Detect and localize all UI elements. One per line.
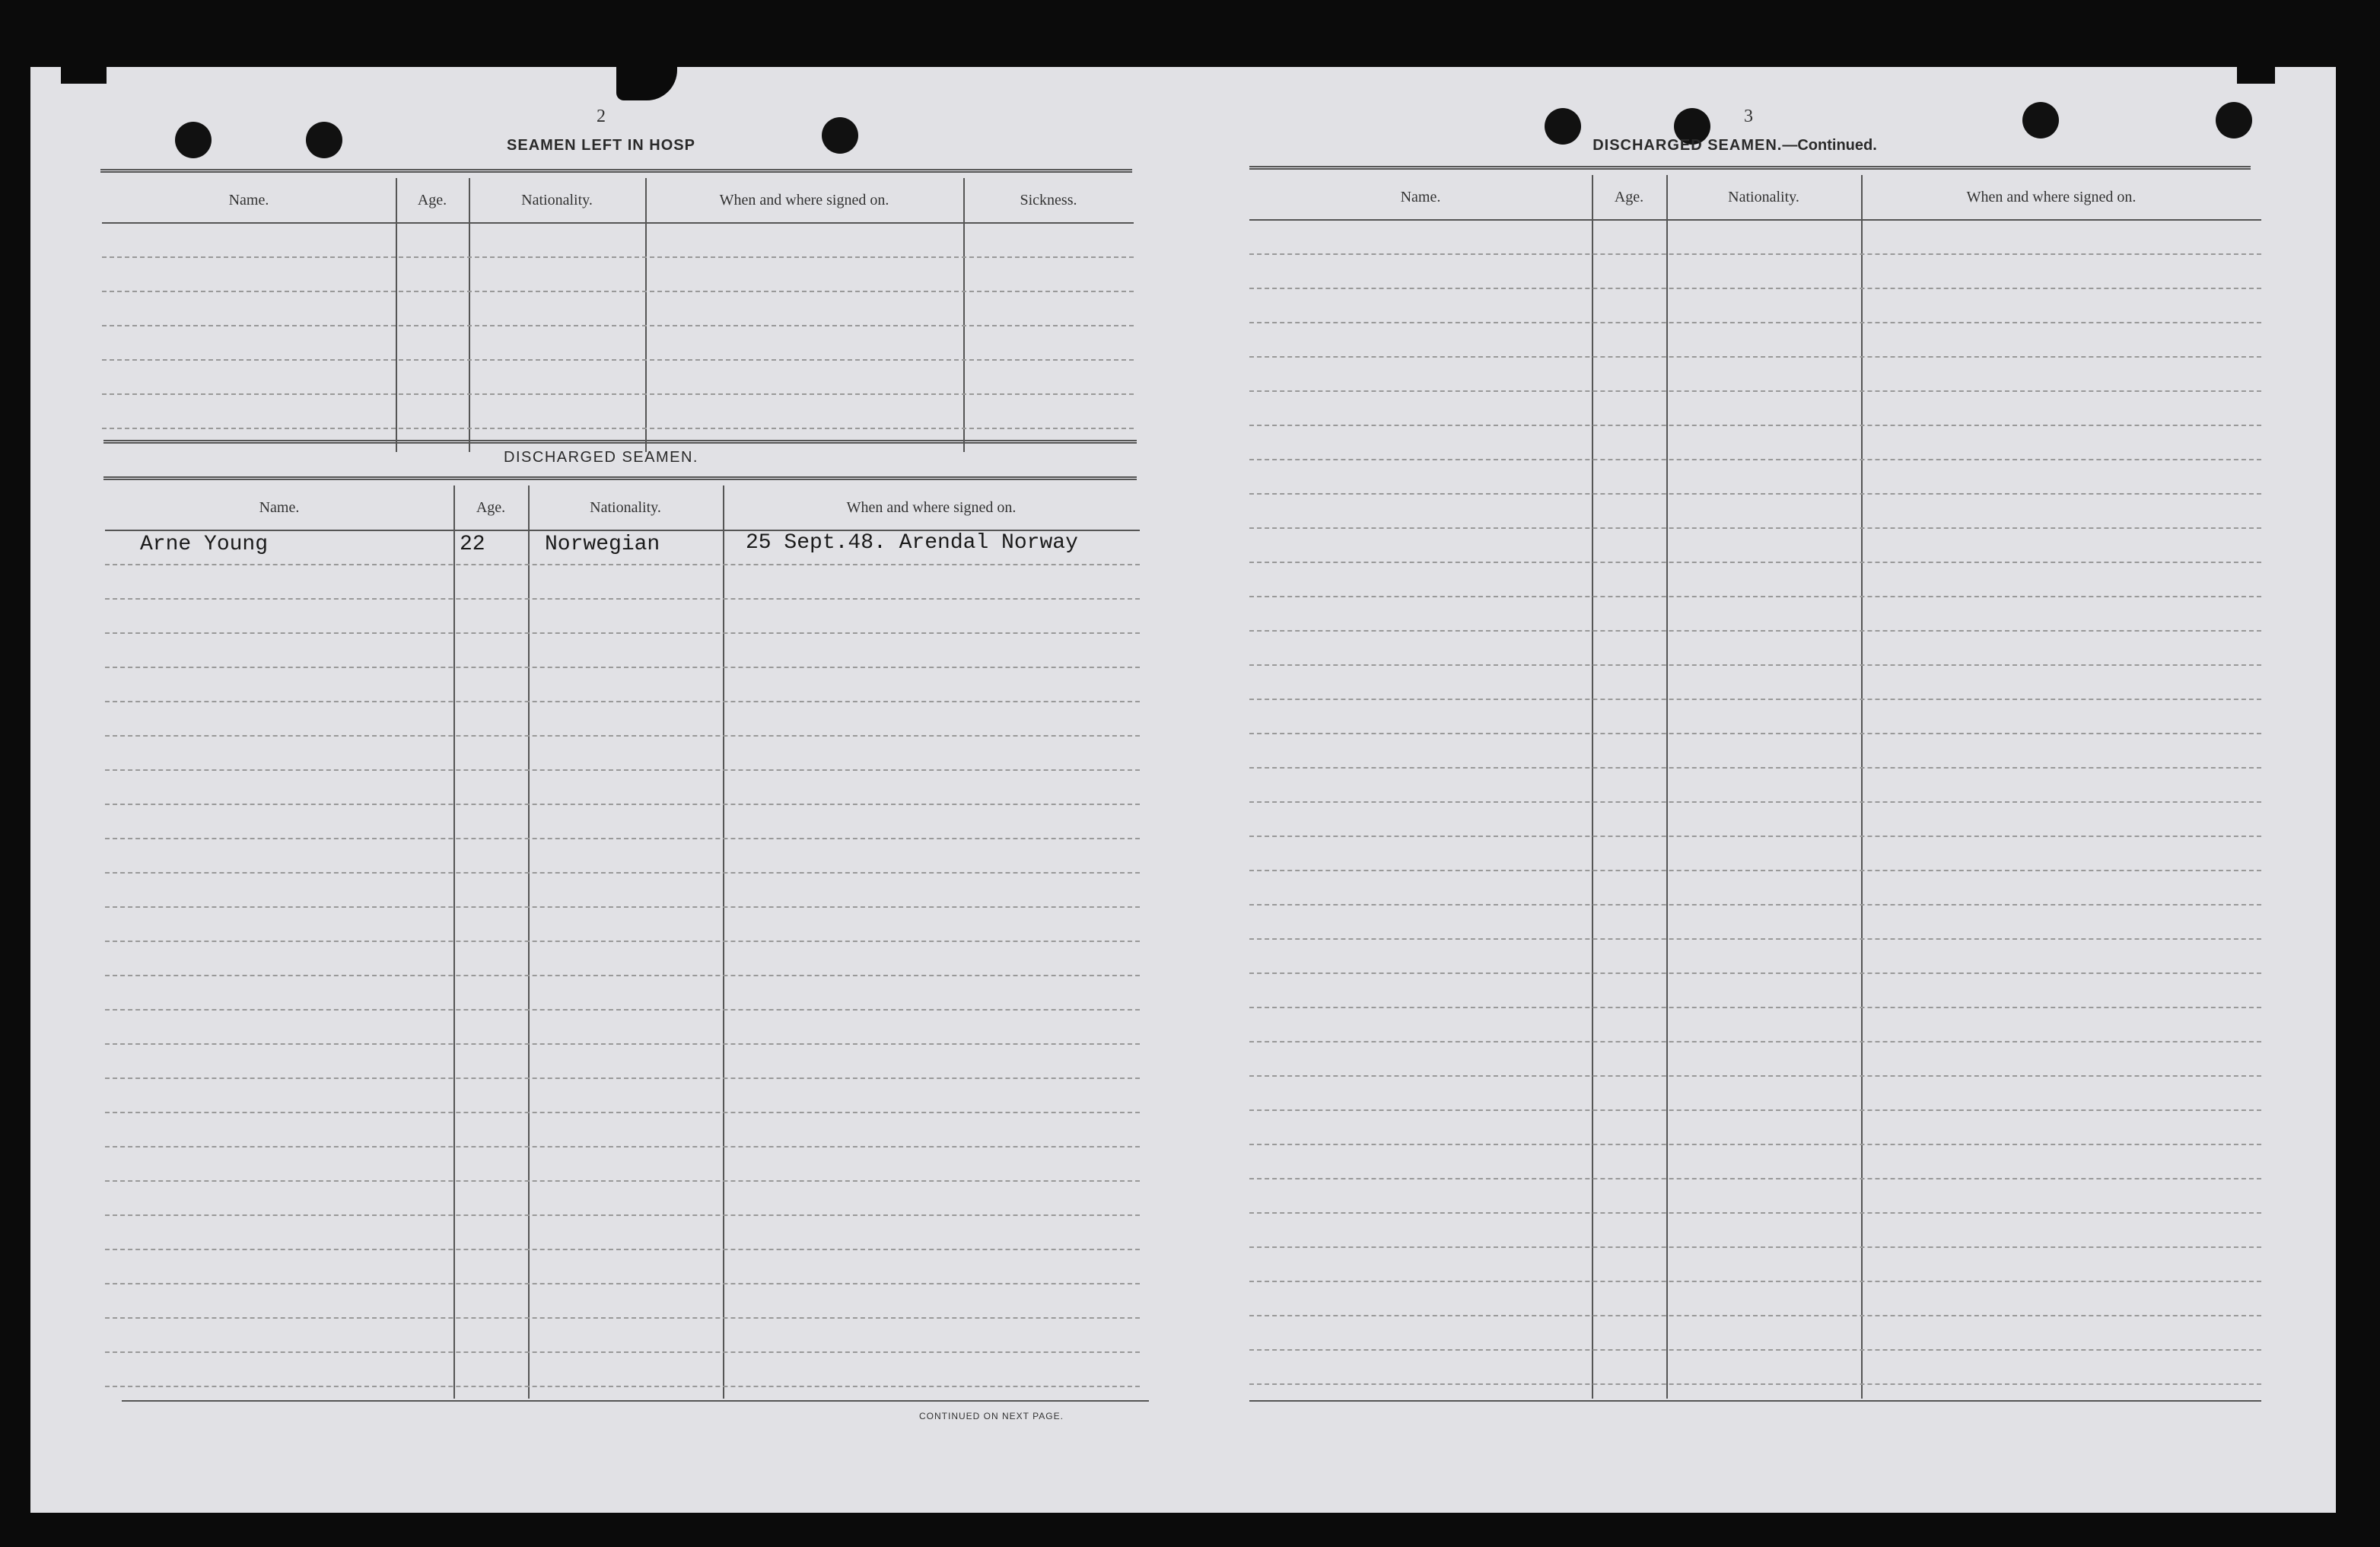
column-header-nationality: Nationality. <box>590 499 661 516</box>
discharged-table <box>105 485 1140 1399</box>
table-row <box>105 1214 1140 1250</box>
table-row <box>102 256 1134 292</box>
entry-signed-on: 25 Sept.48. Arendal Norway <box>746 531 1078 555</box>
table-row <box>102 291 1134 326</box>
table-row <box>105 906 1140 942</box>
table-row <box>1249 1007 2261 1042</box>
table-row <box>105 1009 1140 1045</box>
column-header-nationality: Nationality. <box>1728 189 1799 205</box>
table-row <box>1249 870 2261 906</box>
table-row <box>105 1077 1140 1113</box>
column-header-signed-on: When and where signed on. <box>719 192 889 208</box>
table-row <box>105 1351 1140 1387</box>
entry-age: 22 <box>460 533 485 556</box>
table-row <box>105 872 1140 908</box>
section-rule <box>103 440 1137 444</box>
table-row <box>102 325 1134 361</box>
table-row <box>1249 596 2261 632</box>
torn-edge <box>2237 67 2275 84</box>
title-text: DISCHARGED SEAMEN. <box>1592 137 1783 154</box>
column-header-name: Name. <box>1400 189 1441 205</box>
column-header-name: Name. <box>228 192 269 208</box>
column-header-age: Age. <box>1614 189 1644 205</box>
table-row <box>1249 1246 2261 1282</box>
entry-name: Arne Young <box>140 533 269 556</box>
punch-hole <box>822 117 858 154</box>
table-row <box>1249 493 2261 529</box>
table-row <box>105 804 1140 839</box>
discharged-continued-title <box>1537 137 1933 154</box>
table-row <box>105 1180 1140 1216</box>
table-row <box>1249 1144 2261 1179</box>
table-row <box>1249 527 2261 563</box>
table-row <box>1249 1178 2261 1214</box>
right-page <box>1202 67 2336 1513</box>
table-row <box>1249 425 2261 460</box>
table-row <box>1249 219 2261 255</box>
header-rule <box>100 169 1132 173</box>
table-row <box>1249 836 2261 871</box>
continued-note: CONTINUED ON NEXT PAGE. <box>919 1411 1064 1421</box>
table-row <box>1249 972 2261 1008</box>
table-row <box>1249 1315 2261 1351</box>
discharged-section-title: DISCHARGED SEAMEN. <box>504 449 698 466</box>
torn-edge <box>61 67 107 84</box>
table-row <box>105 564 1140 600</box>
table-row <box>105 632 1140 668</box>
column-header-name: Name. <box>259 499 300 516</box>
table-row <box>102 393 1134 429</box>
table-row <box>1249 322 2261 358</box>
table-row <box>1249 630 2261 666</box>
discharged-continued-table <box>1249 175 2261 1399</box>
table-row <box>1249 664 2261 700</box>
bottom-rule <box>1249 1400 2261 1402</box>
column-header-signed-on: When and where signed on. <box>1966 189 2137 205</box>
table-row <box>1249 1109 2261 1145</box>
table-row <box>1249 767 2261 803</box>
table-row <box>105 530 1140 565</box>
table-row <box>1249 459 2261 495</box>
table-row <box>105 769 1140 805</box>
entry-nationality: Norwegian <box>545 533 660 556</box>
hospital-table <box>102 178 1134 452</box>
punch-hole <box>2022 102 2059 138</box>
table-row <box>105 1043 1140 1079</box>
table-row <box>1249 253 2261 289</box>
table-row <box>1249 1281 2261 1316</box>
table-row <box>105 735 1140 771</box>
table-row <box>105 1146 1140 1182</box>
torn-edge <box>616 67 677 100</box>
punch-hole <box>175 122 212 158</box>
title-suffix: —Continued. <box>1782 137 1877 154</box>
table-row <box>1249 562 2261 597</box>
table-row <box>105 1249 1140 1284</box>
table-row <box>1249 356 2261 392</box>
table-row <box>105 701 1140 737</box>
table-row <box>1249 390 2261 426</box>
table-row <box>1249 1212 2261 1248</box>
table-row <box>105 667 1140 702</box>
table-row <box>102 222 1134 258</box>
page-number: 2 <box>597 107 606 126</box>
table-row <box>1249 699 2261 734</box>
table-row <box>105 975 1140 1011</box>
document-sheet <box>30 67 2336 1513</box>
table-row <box>102 359 1134 395</box>
page-number: 3 <box>1744 107 1753 126</box>
table-row <box>1249 938 2261 974</box>
column-header-nationality: Nationality. <box>521 192 593 208</box>
table-row <box>1249 904 2261 940</box>
column-header-sickness: Sickness. <box>1020 192 1077 208</box>
column-header-signed-on: When and where signed on. <box>846 499 1017 516</box>
punch-hole <box>2216 102 2252 138</box>
table-row <box>1249 1349 2261 1385</box>
table-row <box>1249 801 2261 837</box>
table-row <box>105 598 1140 634</box>
table-row <box>1249 288 2261 323</box>
header-rule <box>1249 166 2251 170</box>
table-row <box>105 1317 1140 1353</box>
table-row <box>105 838 1140 874</box>
bottom-rule <box>122 1400 1149 1402</box>
table-row <box>1249 1041 2261 1077</box>
punch-hole <box>306 122 342 158</box>
table-row <box>1249 733 2261 769</box>
table-row <box>1249 1075 2261 1111</box>
hospital-section-title: SEAMEN LEFT IN HOSP <box>507 137 695 154</box>
column-header-age: Age. <box>476 499 506 516</box>
column-header-age: Age. <box>417 192 447 208</box>
table-row <box>105 941 1140 976</box>
table-row <box>105 1112 1140 1148</box>
section-rule <box>103 476 1137 480</box>
table-row <box>105 1283 1140 1319</box>
left-page <box>30 67 1187 1513</box>
